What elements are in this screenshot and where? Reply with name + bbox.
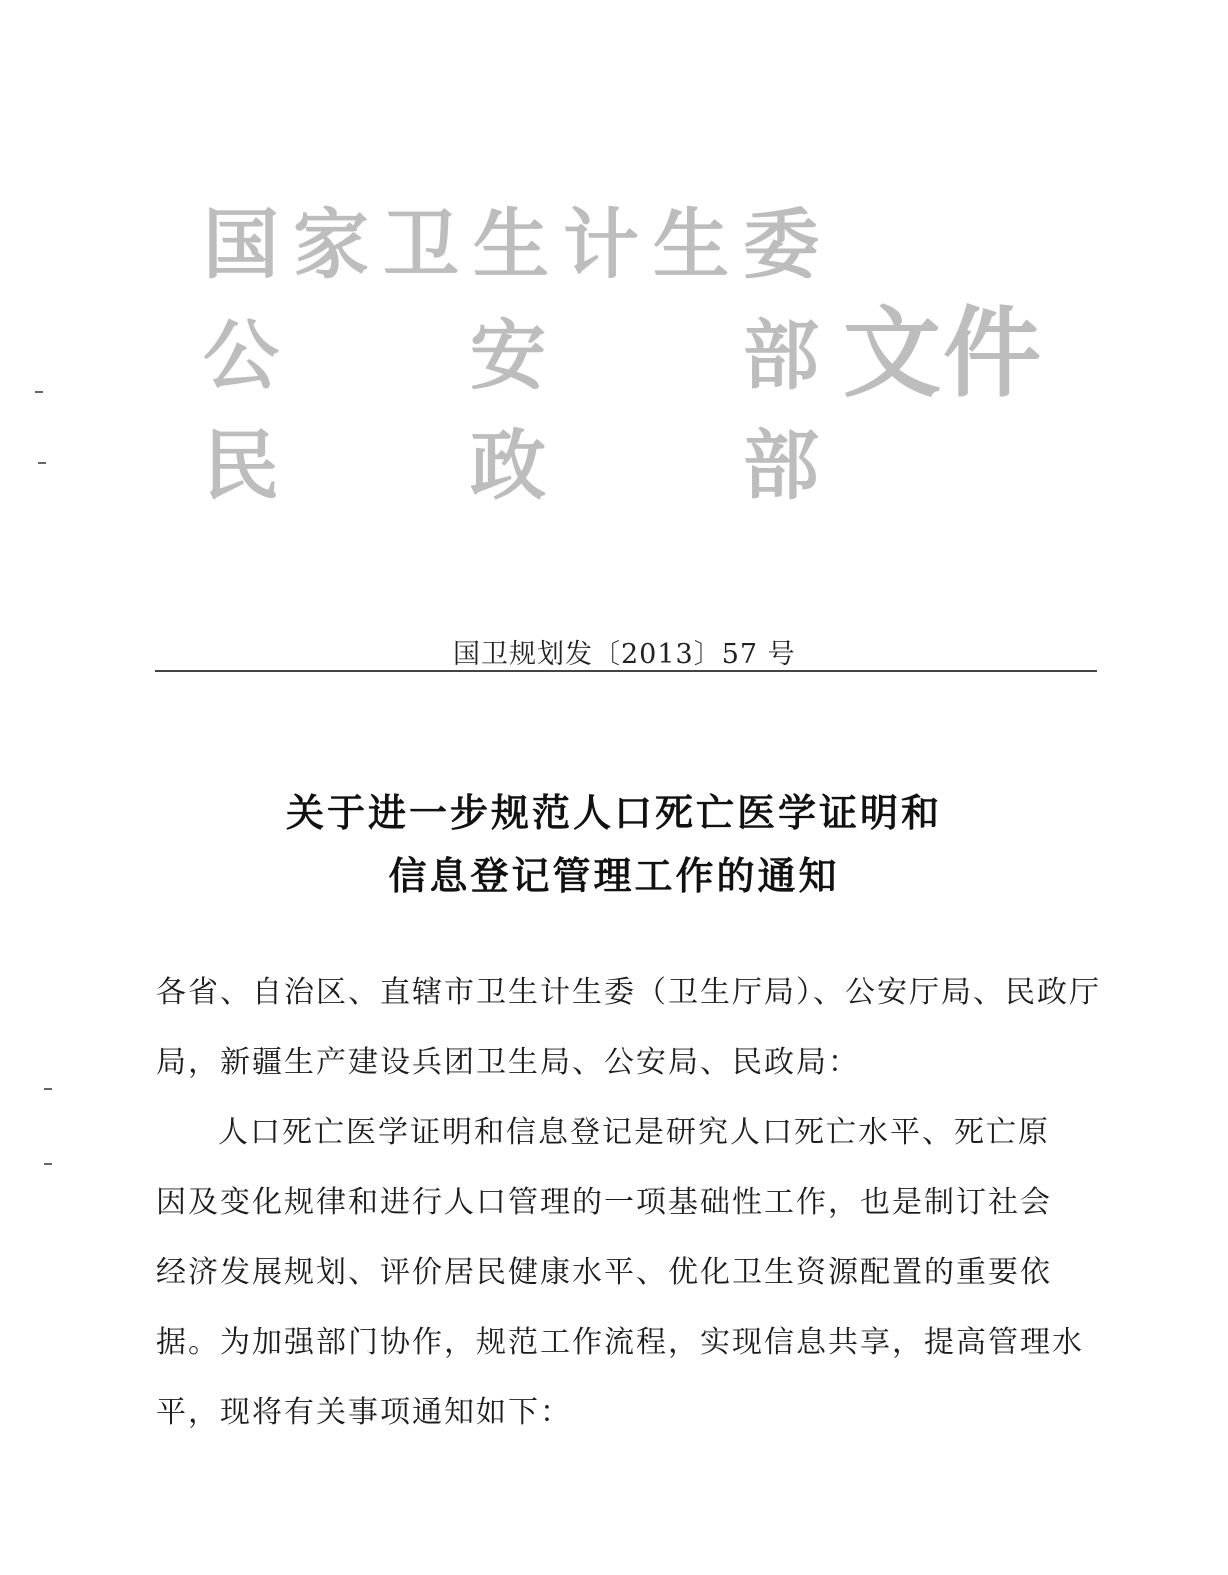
scan-mark xyxy=(44,1163,52,1165)
letterhead-char: 政 xyxy=(470,421,546,510)
body-line: 经济发展规划、评价居民健康水平、优化卫生资源配置的重要依 xyxy=(156,1255,1052,1290)
letterhead-suffix-char: 件 xyxy=(943,296,1042,411)
letterhead-char: 生 xyxy=(653,200,729,289)
body-line: 据。为加强部门协作，规范工作流程，实现信息共享，提高管理水 xyxy=(156,1325,1084,1360)
letterhead-char: 委 xyxy=(743,200,819,289)
title-line-1: 关于进一步规范人口死亡医学证明和 xyxy=(285,791,942,835)
letterhead-char: 部 xyxy=(743,311,819,400)
letterhead-char: 计 xyxy=(563,200,639,289)
letterhead-char: 生 xyxy=(473,200,549,289)
body-line: 局，新疆生产建设兵团卫生局、公安局、民政局： xyxy=(156,1045,860,1080)
scan-mark xyxy=(44,1088,52,1090)
letterhead-char: 公 xyxy=(203,311,279,400)
document-number: 国卫规划发〔2013〕57 号 xyxy=(453,639,796,670)
header-divider xyxy=(155,670,1097,672)
body-line: 各省、自治区、直辖市卫生计生委（卫生厅局）、公安厅局、民政厅 xyxy=(156,975,1101,1010)
letterhead-char: 国 xyxy=(203,200,279,289)
scan-mark xyxy=(35,391,43,393)
letterhead-char: 家 xyxy=(293,200,369,289)
letterhead-char: 部 xyxy=(743,421,819,510)
letterhead-char: 卫 xyxy=(383,200,459,289)
body-line: 人口死亡医学证明和信息登记是研究人口死亡水平、死亡原 xyxy=(218,1115,1050,1150)
body-line: 因及变化规律和进行人口管理的一项基础性工作，也是制订社会 xyxy=(156,1185,1052,1220)
scan-mark xyxy=(38,462,46,464)
title-line-2: 信息登记管理工作的通知 xyxy=(388,854,840,898)
body-line: 平，现将有关事项通知如下： xyxy=(156,1395,572,1430)
letterhead-suffix-char: 文 xyxy=(843,296,942,411)
letterhead-char: 安 xyxy=(470,311,546,400)
letterhead-char: 民 xyxy=(203,421,279,510)
